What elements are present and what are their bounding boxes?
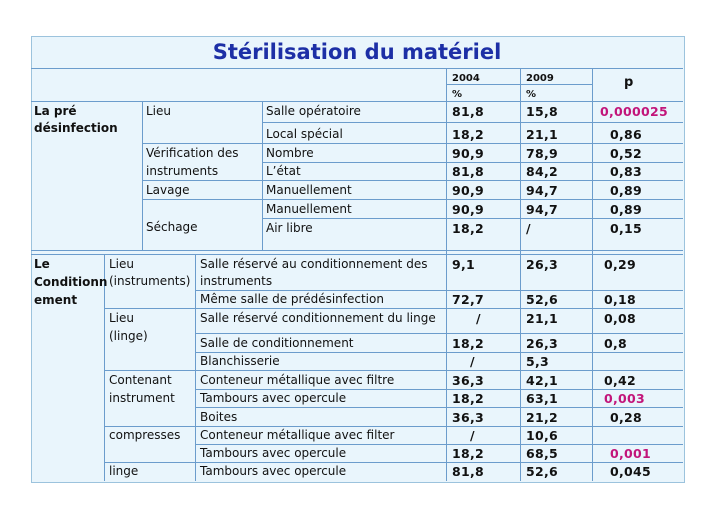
table-cell-2009: 15,8 <box>526 104 559 119</box>
group-label: compresses <box>109 428 181 442</box>
table-cell-2004: 18,2 <box>452 336 485 351</box>
table-row-item: instruments <box>200 274 273 288</box>
divider <box>31 101 683 102</box>
table-row-item: Conteneur métallique avec filtre <box>200 373 395 387</box>
divider <box>262 218 683 219</box>
year-2009-header: 2009 <box>526 73 554 84</box>
p-value: 0,42 <box>604 373 637 388</box>
table-cell-2004: 18,2 <box>452 127 485 142</box>
divider <box>592 68 593 481</box>
table-cell-2004: / <box>470 428 475 443</box>
group-label: Vérification des <box>146 146 239 160</box>
divider <box>195 333 683 334</box>
p-value: 0,89 <box>610 202 643 217</box>
table-cell-2004: / <box>470 354 475 369</box>
p-value: 0,8 <box>604 336 628 351</box>
table-cell-2009: 10,6 <box>526 428 559 443</box>
table-cell-2004: 81,8 <box>452 104 485 119</box>
divider <box>142 180 683 181</box>
table-cell-2009: 94,7 <box>526 202 559 217</box>
section-label: Le <box>34 257 50 271</box>
group-label: instruments <box>146 164 219 178</box>
divider <box>195 254 196 481</box>
table-cell-2004: 72,7 <box>452 292 485 307</box>
divider <box>104 462 683 463</box>
page-title: Stérilisation du matériel <box>212 40 502 64</box>
divider <box>104 308 683 309</box>
table-cell-2004: 36,3 <box>452 373 485 388</box>
divider <box>142 101 143 250</box>
table-cell-2009: 52,6 <box>526 464 559 479</box>
p-value: 0,86 <box>610 127 643 142</box>
percent-2009-header: % <box>526 89 537 100</box>
table-cell-2004: 81,8 <box>452 164 485 179</box>
group-label: Lieu <box>109 257 135 271</box>
divider <box>446 68 447 481</box>
p-value: 0,18 <box>604 292 637 307</box>
divider <box>142 143 683 144</box>
table-cell-2004: 81,8 <box>452 464 485 479</box>
divider <box>31 254 683 255</box>
table-cell-2009: 21,1 <box>526 127 559 142</box>
divider <box>104 370 683 371</box>
group-label: Lavage <box>146 183 190 197</box>
table-row-item: Manuellement <box>266 202 352 216</box>
table-row-item: Même salle de prédésinfection <box>200 292 384 306</box>
divider <box>262 101 263 250</box>
table-cell-2004: 36,3 <box>452 410 485 425</box>
p-value: 0,89 <box>610 183 643 198</box>
table-cell-2009: 42,1 <box>526 373 559 388</box>
table-cell-2009: 21,1 <box>526 311 559 326</box>
section-label: ement <box>34 293 78 307</box>
table-cell-2009: / <box>526 221 531 236</box>
table-row-item: Salle réservé au conditionnement des <box>200 257 428 271</box>
divider <box>262 122 683 123</box>
divider <box>195 407 683 408</box>
table-row-item: Local spécial <box>266 127 343 141</box>
table-cell-2004: 90,9 <box>452 146 485 161</box>
table-row-item: Boites <box>200 410 238 424</box>
table-row-item: Blanchisserie <box>200 354 280 368</box>
group-label: linge <box>109 464 139 478</box>
table-row-item: Tambours avec opercule <box>200 391 347 405</box>
table-row-item: L’état <box>266 164 301 178</box>
p-value: 0,28 <box>610 410 643 425</box>
table-row-item: Tambours avec opercule <box>200 446 347 460</box>
divider <box>31 68 683 69</box>
table-cell-2004: 9,1 <box>452 257 476 272</box>
table-row-item: Salle opératoire <box>266 104 361 118</box>
table-row-item: Nombre <box>266 146 314 160</box>
table-cell-2009: 26,3 <box>526 257 559 272</box>
group-label: Séchage <box>146 220 198 234</box>
section-label: Conditionn <box>34 275 108 289</box>
year-2004-header: 2004 <box>452 73 480 84</box>
table-cell-2009: 94,7 <box>526 183 559 198</box>
table-cell-2009: 52,6 <box>526 292 559 307</box>
group-label: (instruments) <box>109 274 191 288</box>
table-cell-2004: 90,9 <box>452 183 485 198</box>
percent-2004-header: % <box>452 89 463 100</box>
p-value-significant: 0,003 <box>604 391 646 406</box>
table-row-item: Air libre <box>266 221 313 235</box>
group-label: Lieu <box>146 104 172 118</box>
p-value-significant: 0,000025 <box>600 104 669 119</box>
table-cell-2009: 21,2 <box>526 410 559 425</box>
table-cell-2004: 18,2 <box>452 221 485 236</box>
table-cell-2009: 26,3 <box>526 336 559 351</box>
table-row-item: Tambours avec opercule <box>200 464 347 478</box>
table-cell-2004: 18,2 <box>452 446 485 461</box>
table-cell-2009: 5,3 <box>526 354 550 369</box>
p-value: 0,08 <box>604 311 637 326</box>
table-cell-2009: 84,2 <box>526 164 559 179</box>
p-value: 0,52 <box>610 146 643 161</box>
table-cell-2004: 18,2 <box>452 391 485 406</box>
p-value: 0,15 <box>610 221 643 236</box>
table-cell-2004: 90,9 <box>452 202 485 217</box>
table-row-item: Salle réservé conditionnement du linge <box>200 311 436 325</box>
p-value-header: p <box>624 75 634 90</box>
table-row-item: Conteneur métallique avec filter <box>200 428 395 442</box>
group-label: Contenant <box>109 373 172 387</box>
table-cell-2009: 78,9 <box>526 146 559 161</box>
table-cell-2004: / <box>476 311 481 326</box>
p-value: 0,83 <box>610 164 643 179</box>
divider <box>520 68 521 481</box>
p-value: 0,045 <box>610 464 652 479</box>
table-cell-2009: 68,5 <box>526 446 559 461</box>
group-label: instrument <box>109 391 175 405</box>
p-value-significant: 0,001 <box>610 446 652 461</box>
divider <box>142 199 683 200</box>
section-label: La pré <box>34 104 77 118</box>
table-cell-2009: 63,1 <box>526 391 559 406</box>
group-label: (linge) <box>109 329 148 343</box>
group-label: Lieu <box>109 311 135 325</box>
divider <box>31 250 683 251</box>
table-row-item: Manuellement <box>266 183 352 197</box>
table-row-item: Salle de conditionnement <box>200 336 354 350</box>
p-value: 0,29 <box>604 257 637 272</box>
section-label: désinfection <box>34 121 118 135</box>
